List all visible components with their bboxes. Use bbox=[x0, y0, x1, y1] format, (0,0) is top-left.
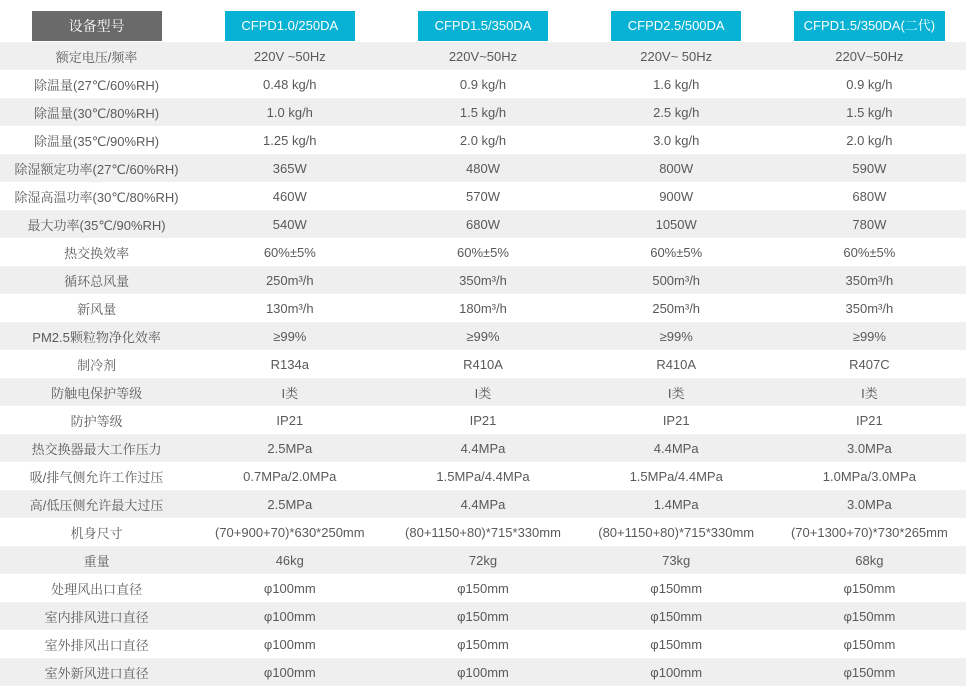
spec-value-model-1: 60%±5% bbox=[263, 244, 316, 260]
spec-value-model-3: φ150mm bbox=[650, 580, 703, 596]
table-row bbox=[0, 70, 966, 98]
table-row bbox=[0, 658, 966, 686]
spec-value-model-1: φ100mm bbox=[263, 664, 316, 680]
spec-value-model-2: 480W bbox=[466, 160, 500, 176]
table-row bbox=[0, 462, 966, 490]
spec-value-model-1: IP21 bbox=[276, 412, 304, 428]
table-row bbox=[0, 406, 966, 434]
spec-value-model-3: R410A bbox=[656, 356, 697, 372]
spec-value-model-1: 46kg bbox=[275, 552, 304, 568]
spec-value-model-2: φ150mm bbox=[457, 636, 509, 652]
spec-label: 热交换器最大工作压力 bbox=[31, 441, 162, 457]
table-row bbox=[0, 294, 966, 322]
spec-value-model-4: φ150mm bbox=[843, 636, 896, 652]
spec-value-model-2: 570W bbox=[466, 188, 500, 204]
spec-value-model-2: 72kg bbox=[468, 552, 498, 568]
spec-value-model-4: 1.5 kg/h bbox=[846, 104, 893, 120]
spec-value-model-3: I类 bbox=[667, 385, 685, 401]
spec-label: 除湿高温功率(30℃/80%RH) bbox=[14, 189, 179, 205]
table-row bbox=[0, 490, 966, 518]
spec-value-model-1: I类 bbox=[281, 385, 299, 401]
spec-value-model-4: 3.0MPa bbox=[846, 440, 892, 456]
spec-value-model-4: 1.0MPa/3.0MPa bbox=[822, 468, 916, 484]
spec-value-model-2: φ150mm bbox=[457, 580, 509, 596]
spec-value-model-3: 3.0 kg/h bbox=[653, 132, 700, 148]
spec-label: 高/低压侧允许最大过压 bbox=[29, 497, 164, 513]
spec-value-model-2: φ100mm bbox=[457, 664, 509, 680]
spec-value-model-3: IP21 bbox=[662, 412, 690, 428]
spec-label: 重量 bbox=[83, 553, 110, 569]
spec-value-model-3: 60%±5% bbox=[650, 244, 703, 260]
table-row bbox=[0, 154, 966, 182]
spec-value-model-1: 1.25 kg/h bbox=[263, 132, 317, 148]
spec-value-model-3: 500m³/h bbox=[652, 272, 701, 288]
spec-value-model-2: 180m³/h bbox=[459, 300, 507, 316]
spec-label: 除温量(27℃/60%RH) bbox=[34, 77, 160, 93]
spec-value-model-2: 60%±5% bbox=[457, 244, 509, 260]
spec-value-model-1: 460W bbox=[272, 188, 307, 204]
spec-value-model-3: 900W bbox=[659, 188, 694, 204]
spec-value-model-3: 4.4MPa bbox=[653, 440, 699, 456]
spec-label: 机身尺寸 bbox=[70, 525, 123, 541]
model-tab-cfpd1-5-350da-gen2[interactable]: CFPD1.5/350DA(二代) bbox=[794, 11, 945, 41]
spec-value-model-3: 800W bbox=[659, 160, 694, 176]
model-tab-cfpd2-5-500da[interactable]: CFPD2.5/500DA bbox=[611, 11, 741, 41]
spec-value-model-3: 1.5MPa/4.4MPa bbox=[629, 468, 723, 484]
spec-value-model-3: ≥99% bbox=[659, 328, 693, 344]
header-cell-model-2 bbox=[386, 11, 579, 42]
spec-value-model-3: 1.4MPa bbox=[653, 496, 699, 512]
table-row bbox=[0, 602, 966, 630]
spec-value-model-4: φ150mm bbox=[843, 608, 896, 624]
spec-value-model-4: 220V~50Hz bbox=[835, 48, 904, 64]
header-cell-model-4 bbox=[773, 11, 966, 42]
spec-value-model-3: φ150mm bbox=[650, 636, 703, 652]
spec-label: 防护等级 bbox=[70, 413, 123, 429]
spec-label: 热交换效率 bbox=[64, 245, 130, 261]
spec-value-model-2: 1.5 kg/h bbox=[459, 104, 507, 120]
spec-value-model-1: φ100mm bbox=[263, 580, 316, 596]
spec-value-model-1: φ100mm bbox=[263, 636, 316, 652]
table-row bbox=[0, 518, 966, 546]
table-row bbox=[0, 182, 966, 210]
spec-value-model-1: (70+900+70)*630*250mm bbox=[214, 524, 365, 540]
spec-value-model-1: 2.5MPa bbox=[267, 440, 313, 456]
spec-value-model-2: 0.9 kg/h bbox=[459, 76, 507, 92]
spec-value-model-4: 680W bbox=[852, 188, 887, 204]
spec-value-model-2: 350m³/h bbox=[459, 272, 507, 288]
table-row bbox=[0, 630, 966, 658]
spec-value-model-2: R410A bbox=[463, 356, 503, 372]
spec-label: 吸/排气侧允许工作过压 bbox=[29, 469, 164, 485]
spec-label: 防触电保护等级 bbox=[51, 385, 143, 401]
table-row bbox=[0, 378, 966, 406]
spec-label: 除温量(30℃/80%RH) bbox=[34, 105, 160, 121]
spec-value-model-1: ≥99% bbox=[273, 328, 307, 344]
spec-value-model-4: 350m³/h bbox=[845, 300, 894, 316]
spec-value-model-3: φ100mm bbox=[650, 664, 703, 680]
table-header bbox=[0, 0, 966, 42]
spec-value-model-4: 3.0MPa bbox=[846, 496, 892, 512]
spec-value-model-3: (80+1150+80)*715*330mm bbox=[598, 524, 755, 540]
spec-value-model-2: (80+1150+80)*715*330mm bbox=[405, 524, 561, 540]
spec-value-model-4: 350m³/h bbox=[845, 272, 894, 288]
spec-label: 处理风出口直径 bbox=[51, 581, 143, 597]
table-row bbox=[0, 322, 966, 350]
spec-value-model-4: 590W bbox=[852, 160, 887, 176]
spec-value-model-4: ≥99% bbox=[852, 328, 886, 344]
spec-value-model-1: 1.0 kg/h bbox=[266, 104, 313, 120]
spec-value-model-2: 2.0 kg/h bbox=[459, 132, 507, 148]
spec-label: 除温量(35℃/90%RH) bbox=[34, 133, 160, 149]
table-row bbox=[0, 546, 966, 574]
spec-value-model-4: (70+1300+70)*730*265mm bbox=[790, 524, 948, 540]
spec-value-model-4: 780W bbox=[852, 216, 887, 232]
table-row bbox=[0, 266, 966, 294]
spec-value-model-4: 2.0 kg/h bbox=[846, 132, 893, 148]
spec-label: 新风量 bbox=[77, 301, 117, 317]
table-row bbox=[0, 238, 966, 266]
spec-value-model-1: 250m³/h bbox=[265, 272, 314, 288]
table-row bbox=[0, 434, 966, 462]
spec-value-model-1: R134a bbox=[270, 356, 309, 372]
table-row bbox=[0, 350, 966, 378]
spec-value-model-3: 220V~ 50Hz bbox=[640, 48, 713, 64]
header-cell-model-3 bbox=[580, 11, 773, 42]
device-model-header: 设备型号 bbox=[32, 11, 162, 41]
spec-label: 室外排风出口直径 bbox=[44, 637, 149, 653]
spec-value-model-2: ≥99% bbox=[466, 328, 500, 344]
spec-value-model-1: 2.5MPa bbox=[267, 496, 313, 512]
spec-value-model-2: 1.5MPa/4.4MPa bbox=[436, 468, 530, 484]
spec-value-model-4: φ150mm bbox=[843, 580, 896, 596]
spec-label: 最大功率(35℃/90%RH) bbox=[27, 217, 166, 233]
spec-value-model-1: 130m³/h bbox=[265, 300, 314, 316]
spec-label: 除湿额定功率(27℃/60%RH) bbox=[14, 161, 179, 177]
spec-value-model-3: 1050W bbox=[655, 216, 697, 232]
spec-value-model-2: 4.4MPa bbox=[460, 440, 506, 456]
spec-value-model-1: 0.48 kg/h bbox=[263, 76, 317, 92]
spec-value-model-4: 60%±5% bbox=[843, 244, 896, 260]
spec-value-model-2: 4.4MPa bbox=[460, 496, 506, 512]
spec-value-model-4: 68kg bbox=[855, 552, 884, 568]
header-cell-model-1 bbox=[193, 11, 386, 42]
table-row bbox=[0, 126, 966, 154]
spec-label: 室内排风进口直径 bbox=[44, 609, 149, 625]
table-row bbox=[0, 42, 966, 70]
spec-value-model-4: IP21 bbox=[856, 412, 883, 428]
spec-value-model-4: R407C bbox=[849, 356, 890, 372]
spec-label: 制冷剂 bbox=[77, 357, 117, 373]
spec-value-model-2: φ150mm bbox=[457, 608, 509, 624]
spec-value-model-1: 0.7MPa/2.0MPa bbox=[243, 468, 337, 484]
spec-value-model-4: I类 bbox=[861, 385, 878, 401]
spec-value-model-1: φ100mm bbox=[263, 608, 316, 624]
spec-value-model-2: 680W bbox=[466, 216, 500, 232]
spec-value-model-1: 365W bbox=[272, 160, 307, 176]
spec-value-model-2: I类 bbox=[474, 385, 492, 401]
model-tab-cfpd1-5-350da[interactable]: CFPD1.5/350DA bbox=[418, 11, 548, 41]
spec-value-model-3: 1.6 kg/h bbox=[653, 76, 700, 92]
spec-value-model-1: 220V ~50Hz bbox=[253, 48, 326, 64]
table-body bbox=[0, 42, 966, 686]
spec-value-model-1: 540W bbox=[272, 216, 307, 232]
table-row bbox=[0, 574, 966, 602]
spec-label: 循环总风量 bbox=[64, 273, 130, 289]
spec-value-model-2: IP21 bbox=[469, 412, 497, 428]
spec-value-model-4: 0.9 kg/h bbox=[846, 76, 893, 92]
spec-value-model-3: φ150mm bbox=[650, 608, 703, 624]
spec-value-model-3: 73kg bbox=[662, 552, 691, 568]
spec-label: 额定电压/频率 bbox=[55, 49, 138, 65]
spec-label: PM2.5颗粒物净化效率 bbox=[32, 329, 161, 345]
model-tab-cfpd1-0-250da[interactable]: CFPD1.0/250DA bbox=[225, 11, 355, 41]
spec-value-model-4: φ150mm bbox=[843, 664, 896, 680]
spec-label: 室外新风进口直径 bbox=[44, 665, 149, 681]
table-row bbox=[0, 210, 966, 238]
header-cell-device-model bbox=[0, 11, 193, 42]
spec-value-model-3: 2.5 kg/h bbox=[653, 104, 700, 120]
spec-value-model-2: 220V~50Hz bbox=[448, 48, 518, 64]
spec-value-model-3: 250m³/h bbox=[652, 300, 701, 316]
table-row bbox=[0, 98, 966, 126]
